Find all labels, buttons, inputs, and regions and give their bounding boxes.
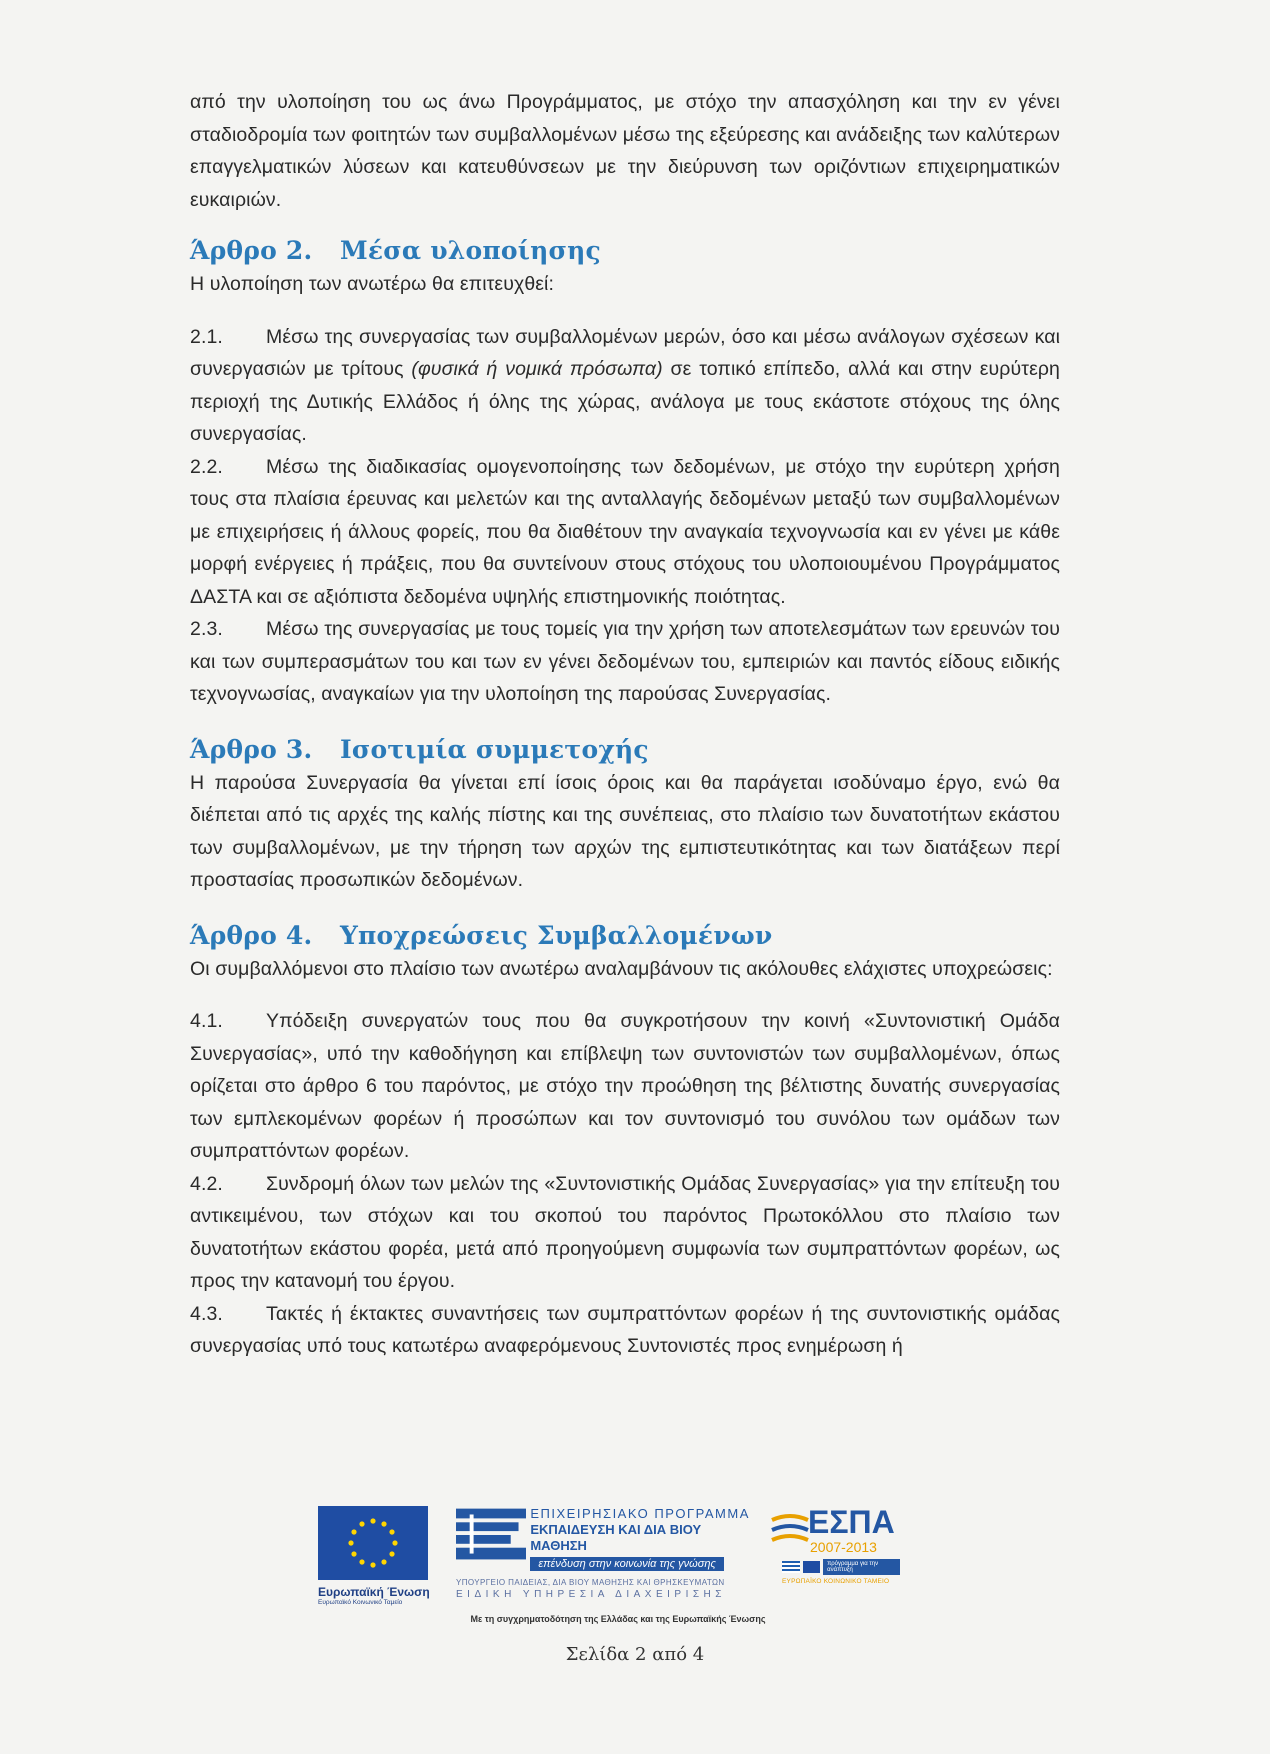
clause-4-3 bbox=[190, 1298, 1060, 1363]
clause-number: 2.1. bbox=[190, 325, 223, 348]
clause-2-3 bbox=[190, 613, 1060, 711]
clause-number: 4.1. bbox=[190, 1010, 223, 1032]
clause-number: 2.2. bbox=[190, 455, 223, 478]
clause-4-1 bbox=[190, 1005, 1060, 1168]
article-title: Υποχρεώσεις Συμβαλλομένων bbox=[340, 920, 773, 950]
article-number: Άρθρο 2. bbox=[190, 236, 313, 265]
espa-fund: ΕΥΡΩΠΑΪΚΟ ΚΟΙΝΩΝΙΚΟ ΤΑΜΕΙΟ bbox=[782, 1578, 890, 1585]
clause-number: 4.3. bbox=[190, 1302, 223, 1325]
clause-text: Υπόδειξη συνεργατών τους που θα συγκροτήσουν την κοινή «Συντονιστική Ομάδα Συνεργασίας», υπό την καθοδήγηση και επίβλεψη των συντονιστών των συμβαλλομένων, όπως ορίζεται στο άρθρο 6 του παρόντος, με στόχο την προώθηση της βέλτιστης δυνατής συνεργασίας των εμπλεκομένων φορέων ή προσώπων και τον συντονισμό του συνόλου των ομάδων των συμπραττόντων φορέων. bbox=[190, 1010, 1060, 1162]
greek-flag-icon bbox=[782, 1561, 800, 1573]
eu-flag-icon bbox=[318, 1506, 428, 1580]
ministry-name: ΥΠΟΥΡΓΕΙΟ ΠΑΙΔΕΙΑΣ, ΔΙΑ ΒΙΟΥ ΜΑΘΗΣΗΣ ΚΑΙ ΘΡΗΣΚΕΥΜΑΤΩΝ bbox=[456, 1578, 725, 1587]
page-number: Σελίδα 2 από 4 bbox=[565, 1644, 705, 1665]
intro-paragraph: από την υλοποίηση του ως άνω Προγράμματος, με στόχο την απασχόληση και την εν γένει σταδιοδρομία των φοιτητών των συμβαλλομένων μέσω της εξεύρεσης και ανάδειξης των καλύτερων επαγγελματικών λύσεων και κατευθύνσεων με την διεύρυνση των οριζόντιων επιχειρηματικών ευκαιριών. bbox=[190, 91, 1060, 211]
article-3-text: Η παρούσα Συνεργασία θα γίνεται επί ίσοις όροις και θα παράγεται ισοδύναμο έργο, ενώ θα διέπεται από τις αρχές της καλής πίστης και της συνέπειας, στο πλαίσιο των δυνατοτήτων εκάστου των συμβαλλομένων, με την τήρηση των αρχών της εμπιστευτικότητας και των διατάξεων περί προστασίας προσωπικών δεδομένων. bbox=[190, 771, 1060, 891]
clause-4-2 bbox=[190, 1168, 1060, 1298]
article-title: Ισοτιμία συμμετοχής bbox=[340, 734, 649, 764]
clause-text: Τακτές ή έκτακτες συναντήσεις των συμπραττόντων φορέων ή της συντονιστικής ομάδας συνεργασίας υπό τους κατωτέρω αναφερόμενους Συντονιστές προς ενημέρωση ή bbox=[190, 1302, 1060, 1357]
article-3-heading bbox=[190, 733, 1060, 767]
clause-number: 4.2. bbox=[190, 1172, 223, 1195]
clause-text: Μέσω της διαδικασίας ομογενοποίησης των δεδομένων, με στόχο την ευρύτερη χρήση τους στα πλαίσια έρευνας και μελετών και της ανταλλαγής δεδομένων μεταξύ των συμβαλλομένων με επιχειρήσεις ή άλλους φορείς, που θα διαθέτουν την αναγκαία τεχνογνωσία και εν γένει με κάθε μορφή ενέργειες ή πράξεις, που θα συντείνουν στους στόχους του υλοποιουμένου Προγράμματος ΔΑΣΤΑ και σε αξιόπιστα δεδομένα υψηλής επιστημονικής ποιότητας. bbox=[190, 455, 1060, 608]
espa-tagline: πρόγραμμα για την ανάπτυξη bbox=[823, 1559, 900, 1575]
espa-logo bbox=[770, 1506, 900, 1585]
clause-text: σε τοπικό επίπεδο, αλλά και στην ευρύτερη περιοχή της Δυτικής Ελλάδος ή όλης της χώρας, ανάλογα με τους εκάστοτε στόχους της όλης συνεργασίας. bbox=[190, 358, 1060, 445]
eu-subtitle: Ευρωπαϊκό Κοινωνικό Ταμείο bbox=[318, 1599, 403, 1606]
article-4-heading bbox=[190, 919, 1060, 953]
cofinancing-note: Με τη συγχρηματοδότηση της Ελλάδας και της Ευρωπαϊκής Ένωσης bbox=[470, 1614, 766, 1624]
clause-text: Συνδρομή όλων των μελών της «Συντονιστικής Ομάδας Συνεργασίας» για την επίτευξη του αντικειμένου, των στόχων και του σκοπού του παρόντος Πρωτοκόλλου στο πλαίσιο των δυνατοτήτων εκάστου φορέα, μετά από προηγούμενη συμφωνία των συμπραττόντων φορέων, ως προς την κατανομή του έργου. bbox=[190, 1172, 1060, 1292]
article-number: Άρθρο 3. bbox=[190, 734, 313, 764]
clause-emphasis: (φυσικά ή νομικά πρόσωπα) bbox=[411, 358, 663, 380]
article-2-heading bbox=[190, 234, 1060, 268]
book-icon bbox=[456, 1506, 526, 1564]
article-number: Άρθρο 4. bbox=[190, 920, 313, 950]
education-program-logo bbox=[456, 1506, 756, 1600]
clause-2-2 bbox=[190, 451, 1060, 614]
clause-number: 2.3. bbox=[190, 618, 223, 640]
program-name: ΕΚΠΑΙΔΕΥΣΗ ΚΑΙ ΔΙΑ ΒΙΟΥ ΜΑΘΗΣΗ bbox=[530, 1522, 702, 1553]
funding-logos bbox=[318, 1506, 898, 1626]
article-2-lead: Η υλοποίηση των ανωτέρω θα επιτευχθεί: bbox=[190, 273, 555, 295]
eu-flag-small-icon bbox=[803, 1561, 821, 1573]
program-slogan: επένδυση στην κοινωνία της γνώσης bbox=[530, 1557, 723, 1571]
clause-2-1 bbox=[190, 321, 1060, 451]
program-label: ΕΠΙΧΕΙΡΗΣΙΑΚΟ ΠΡΟΓΡΑΜΜΑ bbox=[530, 1506, 750, 1521]
espa-swoosh-icon bbox=[770, 1512, 810, 1546]
espa-period: 2007-2013 bbox=[810, 1539, 877, 1555]
eu-name: Ευρωπαϊκή Ένωση bbox=[318, 1585, 430, 1599]
espa-wordmark: ΕΣΠΑ bbox=[808, 1504, 895, 1540]
article-4-lead: Οι συμβαλλόμενοι στο πλαίσιο των ανωτέρω αναλαμβάνουν τις ακόλουθες ελάχιστες υποχρεώσεις: bbox=[190, 957, 1053, 980]
managing-service: ΕΙΔΙΚΗ ΥΠΗΡΕΣΙΑ ΔΙΑΧΕΙΡΙΣΗΣ bbox=[456, 1589, 726, 1600]
clause-text: Μέσω της συνεργασίας με τους τομείς για την χρήση των αποτελεσμάτων των ερευνών του και των συμπερασμάτων του και των εν γένει δεδομένων του, εμπειριών και παντός είδους ειδικής τεχνογνωσίας, αναγκαίων για την υλοποίηση της παρούσας Συνεργασίας. bbox=[190, 618, 1060, 705]
document-body bbox=[190, 86, 1060, 1363]
article-title: Μέσα υλοποίησης bbox=[340, 236, 601, 265]
clause-text: Μέσω της συνεργασίας των συμβαλλομένων μερών, όσο και μέσω ανάλογων σχέσεων και συνεργασιών με τρίτους bbox=[190, 325, 1060, 380]
eu-logo bbox=[318, 1506, 434, 1607]
